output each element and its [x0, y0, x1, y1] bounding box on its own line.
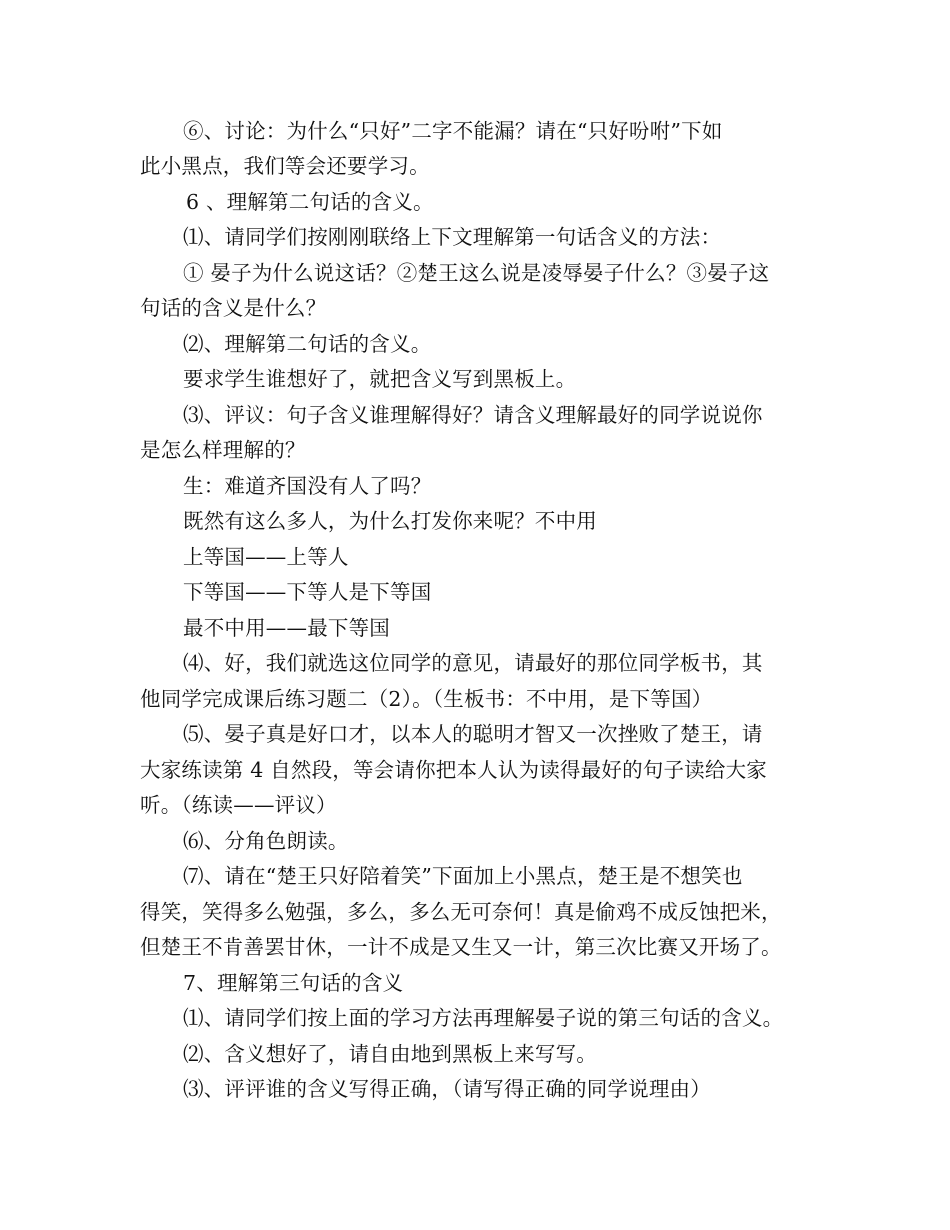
text-line: ⑸、晏子真是好口才，以本人的聪明才智又一次挫败了楚王，请	[183, 722, 763, 746]
text-line: ⑥、讨论：为什么“只好”二字不能漏？请在“只好吩咐”下如	[183, 119, 723, 143]
text-line: ⑴、请同学们按上面的学习方法再理解晏子说的第三句话的含义。	[183, 1006, 784, 1030]
text-line: 大家练读第 4 自然段，等会请你把本人认为读得最好的句子读给大家	[140, 758, 767, 782]
text-line: 得笑，笑得多么勉强，多么，多么无可奈何！真是偷鸡不成反蚀把米，	[140, 900, 782, 924]
text-line: 句话的含义是什么？	[140, 296, 327, 320]
text-line: ⑶、评评谁的含义写得正确，（请写得正确的同学说理由）	[183, 1077, 711, 1101]
text-line: ⑴、请同学们按刚刚联络上下文理解第一句话含义的方法：	[183, 225, 722, 249]
text-line: ⑺、请在“楚王只好陪着笑”下面加上小黑点，楚王是不想笑也	[183, 864, 743, 888]
text-line: 此小黑点，我们等会还要学习。	[140, 154, 430, 178]
text-line: 但楚王不肯善罢甘休，一计不成是又生又一计，第三次比赛又开场了。	[140, 935, 782, 959]
text-line: ① 晏子为什么说这话？②楚王这么说是凌辱晏子什么？③晏子这	[183, 261, 770, 285]
text-line: ⑹、分角色朗读。	[183, 829, 349, 853]
text-line: ⑵、含义想好了，请自由地到黑板上来写写。	[183, 1042, 597, 1066]
text-line: 要求学生谁想好了，就把含义写到黑板上。	[183, 367, 577, 391]
text-line: 下等国——下等人是下等国	[183, 580, 432, 604]
text-line: 上等国——上等人	[183, 545, 349, 569]
text-line: ⑷、好，我们就选这位同学的意见，请最好的那位同学板书，其	[183, 651, 763, 675]
text-line: 最不中用——最下等国	[183, 616, 390, 640]
text-line: 听。（练读——评议）	[140, 793, 337, 817]
text-line: 他同学完成课后练习题二（2）。（生板书：不中用，是下等国）	[140, 687, 713, 711]
text-line: ⑵、理解第二句话的含义。	[183, 332, 432, 356]
text-line: 6 、理解第二句话的含义。	[186, 190, 434, 214]
text-line: 既然有这么多人，为什么打发你来呢？不中用	[183, 509, 597, 533]
text-line: 生：难道齐国没有人了吗？	[183, 474, 432, 498]
text-line: 是怎么样理解的？	[140, 438, 306, 462]
text-line: 7、理解第三句话的含义	[183, 971, 404, 995]
text-line: ⑶、评议：句子含义谁理解得好？请含义理解最好的同学说说你	[183, 403, 763, 427]
